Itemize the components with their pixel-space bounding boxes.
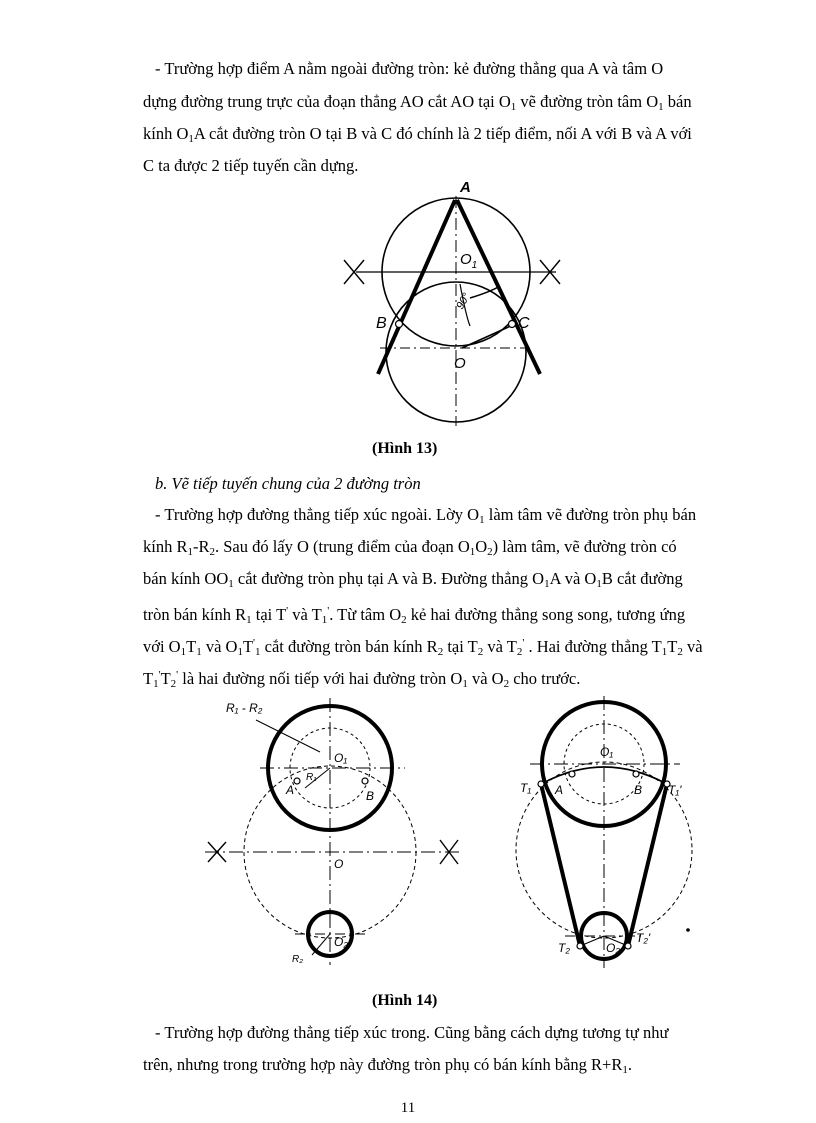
fig14-right-label-o1: O₁ xyxy=(600,745,614,759)
para2-line5: với $O_1T_1$ và $O_1T'_1$ cắt đường tròn bán kính $R_2$ tại $T_2$ và $T_2'$ . Hai đường thẳng $T_1T_2$ và xyxy=(143,637,703,658)
para2-line6: $T_1'T_2'$ là hai đường nối tiếp với hai đường tròn $O_1$ và $O_2$ cho trước. xyxy=(143,669,581,690)
fig14-right-label-t1p: T₁' xyxy=(668,783,682,797)
para2-line2: kính $R_1-R_2$. Sau đó lấy O (trung điểm của đoạn $O_1O_2$) làm tâm, vẽ đường tròn có xyxy=(143,537,677,558)
para2-line1: - Trường hợp đường thẳng tiếp xúc ngoài. Lờy $O_1$ làm tâm vẽ đường tròn phụ bán xyxy=(155,505,697,526)
fig14-left-label-o: O xyxy=(334,857,344,871)
para2-line4: tròn bán kính $R_1$ tại T' và $T_1'$. Từ tâm $O_2$ kẻ hai đường thẳng song song, tương ứng xyxy=(143,605,686,626)
para1-line3: kính $O_1A$ cắt đường tròn O tại B và C đó chính là 2 tiếp điểm, nối A với B và A với xyxy=(143,124,692,145)
fig14-left-label-a: A xyxy=(286,783,295,797)
fig13-label-o1: $O_1$ xyxy=(460,251,478,271)
fig14-left-label-r2: R₂ xyxy=(292,954,304,965)
fig14-right-label-b: B xyxy=(634,783,643,797)
para3-line2: trên, nhưng trong trường hợp này đường tròn phụ có bán kính bằng $R+R_1$. xyxy=(143,1055,632,1076)
page-number: 11 xyxy=(400,1100,416,1116)
section-b-title: b. Vẽ tiếp tuyến chung của 2 đường tròn xyxy=(155,474,421,493)
fig14-right-label-t2p: T₂' xyxy=(636,931,651,945)
fig13-label-angle: 90° xyxy=(454,291,473,312)
figure-13 xyxy=(0,176,816,436)
fig13-label-a: A xyxy=(460,179,471,196)
figure-14 xyxy=(0,690,816,980)
para1-line4: C ta được 2 tiếp tuyến cần dựng. xyxy=(143,156,359,175)
fig14-right-label-t1: T₁ xyxy=(520,781,532,795)
figure14-caption: (Hình 14) xyxy=(372,992,438,1009)
figure13-caption: (Hình 13) xyxy=(372,440,438,457)
fig14-left-label-r1: R₁ xyxy=(306,772,317,783)
fig13-label-c: C xyxy=(518,315,530,332)
fig13-label-b: B xyxy=(376,315,387,332)
fig14-right-label-o2: O₂ xyxy=(606,941,620,955)
fig13-label-o: O xyxy=(454,355,466,372)
fig14-left-label-b: B xyxy=(366,789,375,803)
fig14-left-label-r: R₁ - R₂ xyxy=(226,701,263,715)
fig14-right-label-a: A xyxy=(555,783,564,797)
para1-line1: - Trường hợp điểm A nằm ngoài đường tròn: kẻ đường thẳng qua A và tâm O xyxy=(155,59,664,78)
fig14-left-label-o1: O₁ xyxy=(334,751,348,765)
fig14-left-label-o2: O₂ xyxy=(334,935,348,949)
para1-line2: dựng đường trung trực của đoạn thẳng AO cắt AO tại $O_1$ vẽ đường tròn tâm $O_1$ bán xyxy=(143,92,692,113)
fig14-right-label-t2: T₂ xyxy=(558,941,570,955)
para3-line1: - Trường hợp đường thẳng tiếp xúc trong. Cũng bằng cách dựng tương tự như xyxy=(155,1023,669,1042)
para2-line3: bán kính $OO_1$ cắt đường tròn phụ tại A và B. Đường thẳng $O_1A$ và $O_1B$ cắt đường xyxy=(143,569,683,590)
